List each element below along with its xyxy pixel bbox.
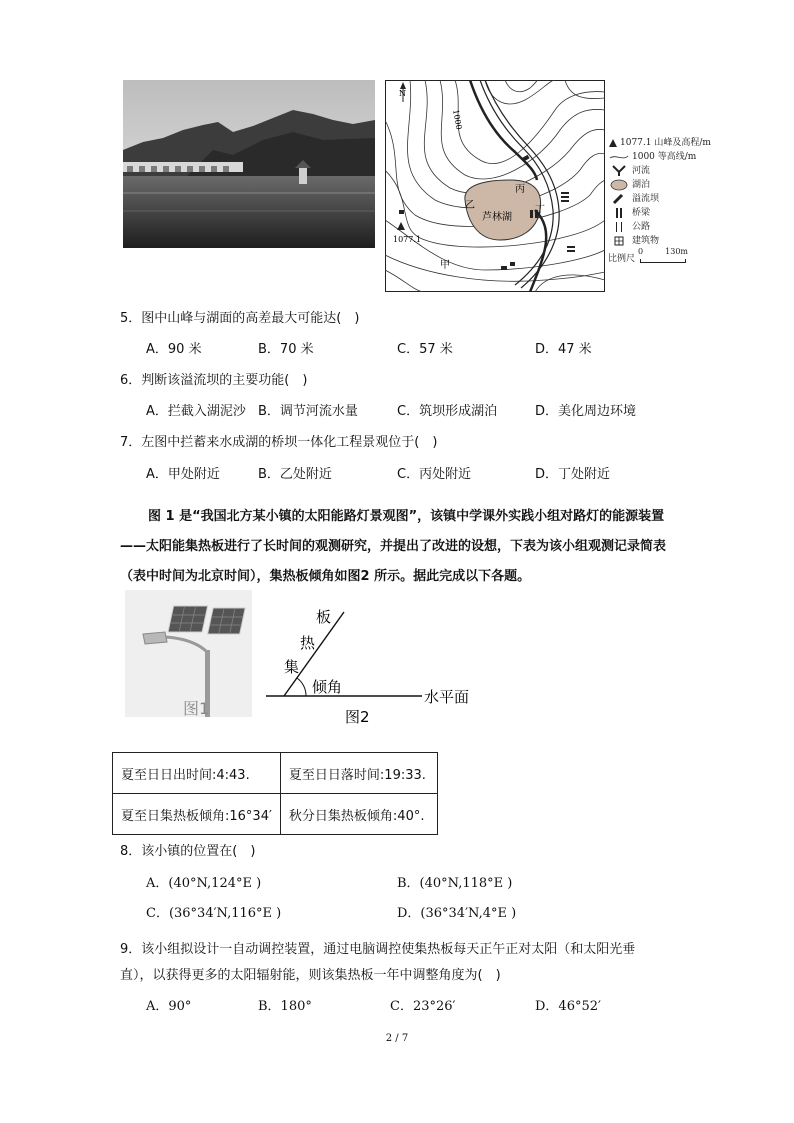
observation-table xyxy=(112,752,438,835)
table-row xyxy=(113,753,438,794)
contour-line-icon xyxy=(608,152,630,162)
question-9-stem-line-2: 直），以获得更多的太阳辐射能，则该集热板一年中调整角度为( ) xyxy=(120,968,501,983)
legend-label: 河流 xyxy=(632,166,651,176)
q8-option-b: B．(40°N,118°E ) xyxy=(397,876,513,891)
q5-option-b: B．70 米 xyxy=(258,342,314,357)
legend-label: 湖泊 xyxy=(632,180,651,190)
legend-row xyxy=(608,150,708,164)
horizontal-plane-label: 水平面 xyxy=(424,688,470,706)
figure-1-label: 图1 xyxy=(183,699,210,717)
table-cell: 夏至日日出时间:4:43. xyxy=(113,753,281,794)
legend-row xyxy=(608,220,708,234)
question-6-stem: 6．判断该溢流坝的主要功能( ) xyxy=(120,373,308,388)
lake-name-label: 芦林湖 xyxy=(482,212,512,223)
table-cell: 夏至日集热板倾角:16°34′ xyxy=(113,794,281,835)
table-row xyxy=(113,794,438,835)
q6-option-b: B．调节河流水量 xyxy=(258,404,358,419)
q5-option-a: A．90 米 xyxy=(146,342,202,357)
peak-elevation-label: 1077.1 xyxy=(393,235,421,244)
q5-option-d: D．47 米 xyxy=(535,342,592,357)
legend-label: 建筑物 xyxy=(632,236,660,246)
scale-bar xyxy=(608,247,708,266)
q7-option-d: D．丁处附近 xyxy=(535,467,611,482)
river-icon xyxy=(608,165,630,177)
road-icon xyxy=(608,221,630,233)
scale-label: 比例尺 xyxy=(608,254,636,264)
building-icon xyxy=(608,236,630,246)
location-bing-label: 丙 xyxy=(515,184,525,195)
dam-icon xyxy=(608,193,630,205)
intro-paragraph: 图 1 是“我国北方某小镇的太阳能路灯景观图”，该镇中学课外实践小组对路灯的能源装置——太阳能集热板进行了长时间的观测研究，并提出了改进的设想，下表为该小组观测记录简表（表中时间为北京时间），集热板倾角如图2 所示。据此完成以下各题。 xyxy=(120,509,667,584)
legend-row xyxy=(608,136,711,150)
legend-label: 公路 xyxy=(632,222,651,232)
tilt-angle-label: 倾角 xyxy=(312,678,343,696)
legend-label: 1000 等高线/m xyxy=(632,152,697,162)
q9-option-c: C．23°26′ xyxy=(390,999,456,1014)
q6-option-a: A．拦截入湖泥沙 xyxy=(146,404,246,419)
q9-option-d: D．46°52′ xyxy=(535,999,601,1014)
triangle-icon xyxy=(608,138,618,148)
q9-option-a: A．90° xyxy=(146,999,192,1014)
bridge-icon xyxy=(608,207,630,219)
legend-row xyxy=(608,206,708,220)
question-8-stem: 8．该小镇的位置在( ) xyxy=(120,844,256,859)
legend-row xyxy=(608,178,708,192)
q6-option-d: D．美化周边环境 xyxy=(535,404,637,419)
location-jia-label: 甲 xyxy=(440,260,450,271)
figure-1-solar-streetlight xyxy=(125,590,252,717)
q8-option-d: D．(36°34′N,4°E ) xyxy=(397,906,517,921)
q6-option-c: C．筑坝形成湖泊 xyxy=(397,404,498,419)
legend-label: 1077.1 山峰及高程/m xyxy=(620,138,711,148)
figure-2-label: 图2 xyxy=(345,708,370,726)
question-7-stem: 7．左图中拦蓄来水成湖的桥坝一体化工程景观位于( ) xyxy=(120,435,438,450)
map-legend xyxy=(608,136,711,266)
topographic-map xyxy=(385,80,605,292)
q5-option-c: C．57 米 xyxy=(397,342,453,357)
legend-row xyxy=(608,164,708,178)
scale-value: 130m xyxy=(665,247,689,256)
page-number: 2 / 7 xyxy=(385,1033,409,1044)
legend-label: 桥梁 xyxy=(632,208,651,218)
legend-row xyxy=(608,192,708,206)
board-label: 板 xyxy=(316,608,332,626)
heat-label: 热 xyxy=(300,634,316,652)
q8-option-a: A．(40°N,124°E ) xyxy=(146,876,262,891)
q7-option-a: A．甲处附近 xyxy=(146,467,220,482)
q9-option-b: B．180° xyxy=(258,999,312,1014)
scale-zero: 0 xyxy=(638,247,644,256)
scale-graphic xyxy=(638,247,689,265)
location-yi-label: 乙 xyxy=(465,200,475,211)
location-ding-label: 丁 xyxy=(535,205,545,216)
north-label: N xyxy=(399,89,406,98)
table-cell: 夏至日日落时间:19:33. xyxy=(280,753,437,794)
lake-bridge-photo xyxy=(123,80,375,248)
lake-icon xyxy=(608,179,630,191)
collector-label: 集 xyxy=(284,658,300,676)
contour-label: 1000 xyxy=(451,108,464,131)
question-9-stem-line-1: 9．该小组拟设计一自动调控装置，通过电脑调控使集热板每天正午正对太阳（和太阳光垂 xyxy=(120,942,636,957)
q7-option-c: C．丙处附近 xyxy=(397,467,472,482)
q7-option-b: B．乙处附近 xyxy=(258,467,332,482)
legend-label: 溢流坝 xyxy=(632,194,660,204)
figure-2-tilt-angle-diagram xyxy=(262,600,482,728)
question-5-stem: 5．图中山峰与湖面的高差最大可能达( ) xyxy=(120,311,360,326)
q8-option-c: C．(36°34′N,116°E ) xyxy=(146,906,282,921)
table-cell: 秋分日集热板倾角:40°. xyxy=(280,794,437,835)
legend-row xyxy=(608,234,708,248)
